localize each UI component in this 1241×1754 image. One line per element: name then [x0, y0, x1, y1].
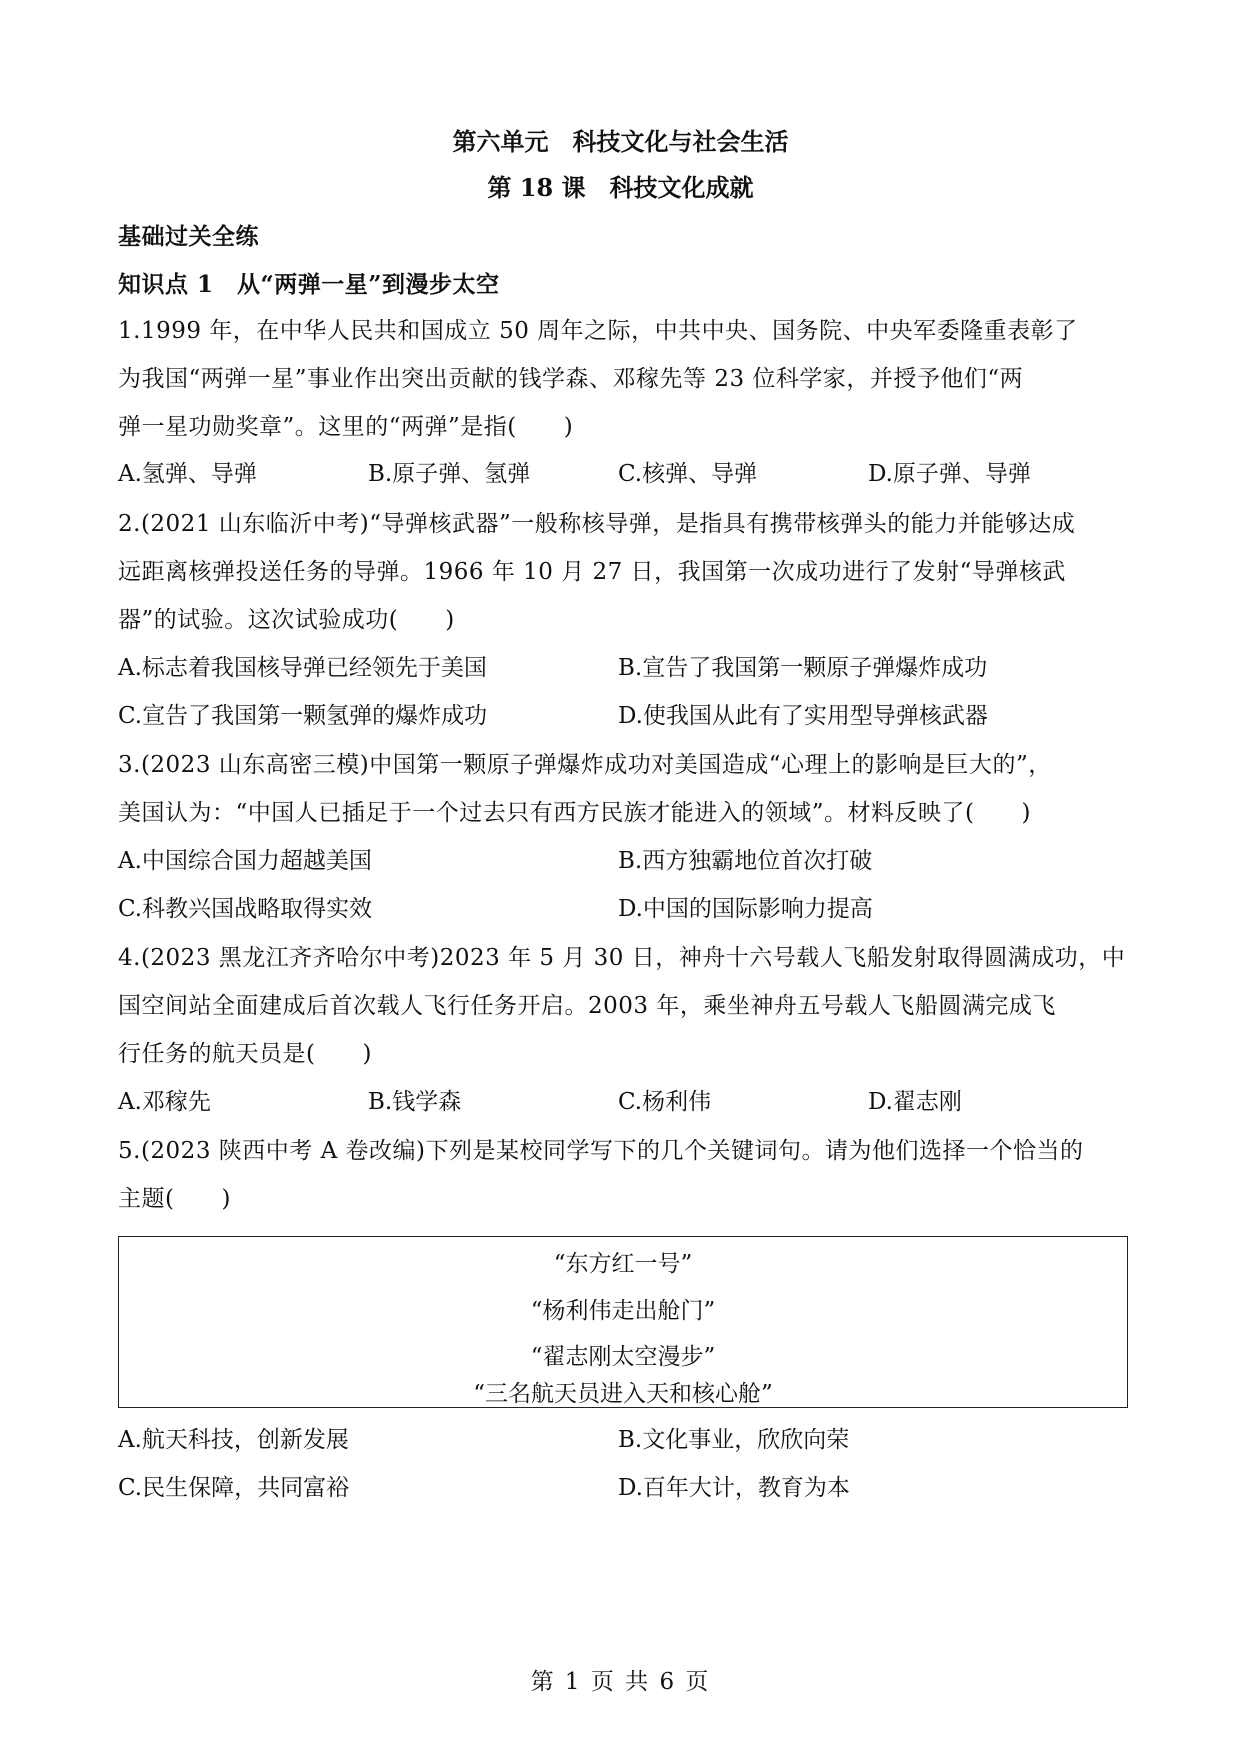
question-1-line-3: 弹一星功勋奖章”。这里的“两弹”是指( ) — [118, 414, 574, 440]
question-4-option-a: A.邓稼先 — [118, 1089, 211, 1115]
keyword-box — [118, 1236, 1128, 1408]
keyword-line-2: “杨利伟走出舱门” — [530, 1298, 716, 1324]
question-1-line-1: 1.1999 年，在中华人民共和国成立 50 周年之际，中共中央、国务院、中央军委隆重表彰了 — [118, 318, 1078, 344]
question-4-line-3: 行任务的航天员是( ) — [118, 1041, 372, 1067]
question-3-option-b: B.西方独霸地位首次打破 — [618, 848, 873, 874]
question-2-option-a: A.标志着我国核导弹已经领先于美国 — [118, 655, 487, 681]
question-4-line-2: 国空间站全面建成后首次载人飞行任务开启。2003 年，乘坐神舟五号载人飞船圆满完成飞 — [118, 993, 1056, 1019]
keyword-line-3: “翟志刚太空漫步” — [530, 1344, 716, 1370]
question-2-option-c: C.宣告了我国第一颗氢弹的爆炸成功 — [118, 703, 488, 729]
question-3-line-2: 美国认为：“中国人已插足于一个过去只有西方民族才能进入的领域”。材料反映了( ) — [118, 800, 1031, 826]
keyword-line-4: “三名航天员进入天和核心舱” — [473, 1381, 773, 1407]
question-4-option-b: B.钱学森 — [368, 1089, 462, 1115]
question-1-option-d: D.原子弹、导弹 — [868, 461, 1031, 487]
question-5-option-d: D.百年大计，教育为本 — [618, 1475, 850, 1501]
question-2-option-d: D.使我国从此有了实用型导弹核武器 — [618, 703, 988, 729]
question-5-option-a: A.航天科技，创新发展 — [118, 1427, 349, 1453]
section-title: 基础过关全练 — [118, 223, 259, 250]
question-2-line-2: 远距离核弹投送任务的导弹。1966 年 10 月 27 日，我国第一次成功进行了发射“导弹核武 — [118, 559, 1066, 585]
question-1-line-2: 为我国“两弹一星”事业作出突出贡献的钱学森、邓稼先等 23 位科学家，并授予他们“两 — [118, 366, 1024, 392]
page-number-footer: 第 1 页 共 6 页 — [530, 1669, 711, 1695]
question-5-option-c: C.民生保障，共同富裕 — [118, 1475, 350, 1501]
question-1-option-a: A.氢弹、导弹 — [118, 461, 257, 487]
question-2-option-b: B.宣告了我国第一颗原子弹爆炸成功 — [618, 655, 988, 681]
question-4-option-d: D.翟志刚 — [868, 1089, 962, 1115]
question-5-option-b: B.文化事业，欣欣向荣 — [618, 1427, 850, 1453]
question-2-line-3: 器”的试验。这次试验成功( ) — [118, 607, 455, 633]
question-3-option-c: C.科教兴国战略取得实效 — [118, 896, 373, 922]
question-1-option-c: C.核弹、导弹 — [618, 461, 758, 487]
question-5-line-2: 主题( ) — [118, 1186, 231, 1212]
knowledge-point-title: 知识点 1 从“两弹一星”到漫步太空 — [118, 271, 500, 298]
question-3-option-d: D.中国的国际影响力提高 — [618, 896, 873, 922]
lesson-title: 第 18 课 科技文化成就 — [487, 173, 754, 202]
question-4-option-c: C.杨利伟 — [618, 1089, 712, 1115]
keyword-line-1: “东方红一号” — [553, 1251, 693, 1277]
question-3-option-a: A.中国综合国力超越美国 — [118, 848, 372, 874]
question-4-line-1: 4.(2023 黑龙江齐齐哈尔中考)2023 年 5 月 30 日，神舟十六号载人飞船发射取得圆满成功，中 — [118, 945, 1126, 971]
question-5-line-1: 5.(2023 陕西中考 A 卷改编)下列是某校同学写下的几个关键词句。请为他们选择一个恰当的 — [118, 1138, 1084, 1164]
question-2-line-1: 2.(2021 山东临沂中考)“导弹核武器”一般称核导弹，是指具有携带核弹头的能力并能够达成 — [118, 511, 1076, 537]
question-3-line-1: 3.(2023 山东高密三模)中国第一颗原子弹爆炸成功对美国造成“心理上的影响是巨大的”， — [118, 752, 1052, 778]
question-1-option-b: B.原子弹、氢弹 — [368, 461, 531, 487]
unit-title: 第六单元 科技文化与社会生活 — [452, 127, 789, 156]
